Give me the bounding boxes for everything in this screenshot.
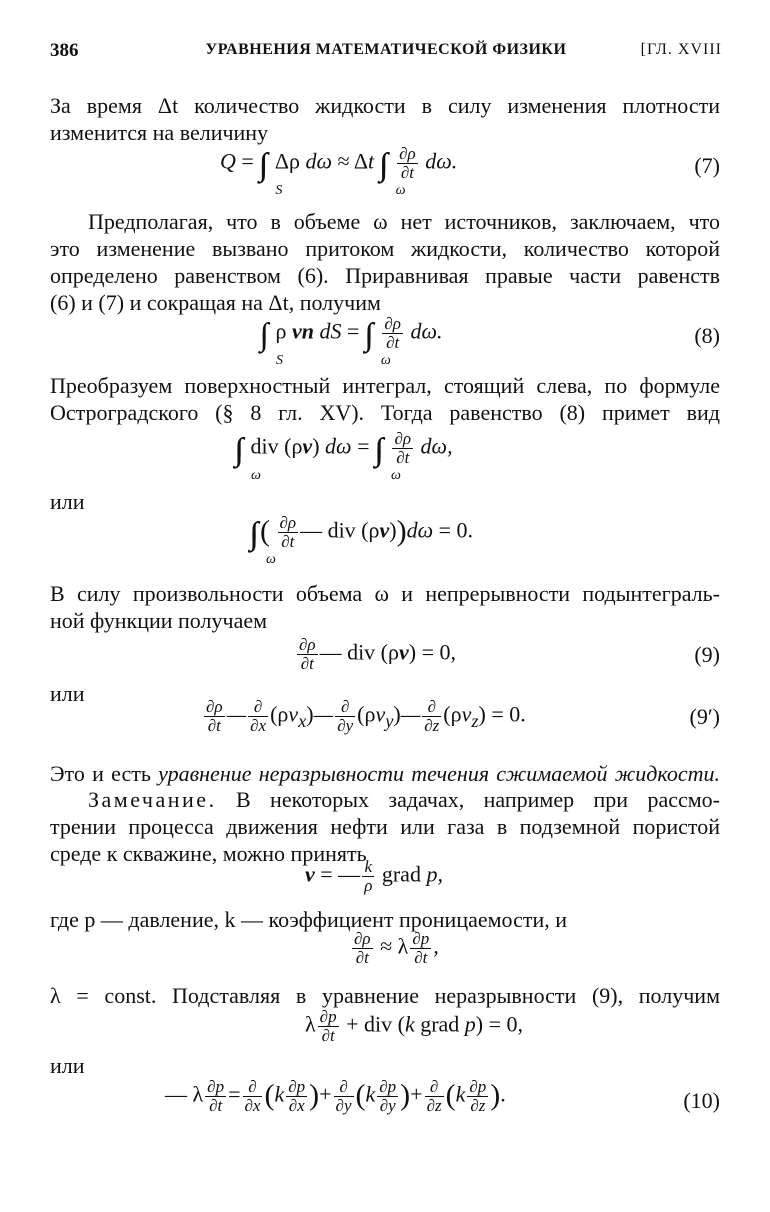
emphasis-text: уравнение неразрывности течения сжимаемой жидкости. <box>158 761 720 786</box>
equation-lambda: λ $\frac{\partial p}{\partial t}$ + div (k grad p) = 0, <box>305 1007 524 1045</box>
equation-number: (8) <box>694 323 720 348</box>
equation-approx: $\frac{\partial\rho}{\partial t}$ ≈ λ $\frac{\partial p}{\partial t}$ , <box>354 929 439 967</box>
equation-number: (10) <box>683 1088 720 1113</box>
text-run: В некоторых задачах, например при рассмо- <box>216 787 720 812</box>
text-run: Это и есть <box>50 761 159 786</box>
equation-number: (7) <box>694 153 720 178</box>
text-line: определено равенством (6). Приравнивая правые части равенств <box>50 263 720 288</box>
equation-9-prime: $\frac{\partial\rho}{\partial t}$ — $\frac{\partial}{\partial x}$ $(\rho v_x)—$ $\frac{\partial}{\partial y}$ $(\rho v_y)—$ $\frac{\partial}{\partial z}$ $(\rho v_z) = 0$. (9′) <box>206 697 720 735</box>
equation-number: (9) <box>694 642 720 667</box>
text-line: Преобразуем поверхностный интеграл, стоящий слева, по формуле <box>50 373 720 398</box>
text-line: где p — давление, k — коэффициент проницаемости, и <box>50 907 568 932</box>
or-3 <box>50 1052 720 1079</box>
paragraph-8 <box>50 982 720 1009</box>
running-header <box>50 40 722 70</box>
text-line: (6) и (7) и сокращая на Δt, получим <box>50 290 381 315</box>
paragraph-7 <box>50 906 720 933</box>
equation-9: $\frac{\partial\rho}{\partial t}$ — div (ρv) = 0, (9) <box>299 635 720 673</box>
text-line: или <box>50 1053 85 1078</box>
or-1 <box>50 488 720 515</box>
page-number: 386 <box>50 40 79 61</box>
text-line: За время Δt количество жидкости в силу изменения плотности <box>50 93 720 118</box>
running-title: УРАВНЕНИЯ МАТЕМАТИЧЕСКОЙ ФИЗИКИ <box>205 41 567 58</box>
text-line: или <box>50 681 85 706</box>
paragraph-1 <box>50 92 720 146</box>
text-line: или <box>50 489 85 514</box>
text-line: это изменение вызвано притоком жидкости, количество которой <box>50 236 720 261</box>
equation-divergence: ω div (ρv) dω = ω $\frac{\partial\rho}{\partial t}$ dω, <box>250 429 453 483</box>
equation-integral-zero: ω ( $\frac{\partial\rho}{\partial t}$ — div (ρv))dω = 0. <box>260 513 474 567</box>
text-line: среде к скважине, можно принять <box>50 841 367 866</box>
remark-label: Замечание. <box>88 787 217 812</box>
equation-number: (9′) <box>689 704 720 729</box>
equation-velocity: v = — $\frac{k}{\rho}$ grad p, <box>305 857 443 895</box>
paragraph-3 <box>50 372 720 426</box>
text-line: Остроградского (§ 8 гл. XV). Тогда равенство (8) примет вид <box>50 400 720 425</box>
text-line: ной функции получаем <box>50 608 268 633</box>
text-line: трении процесса движения нефти или газа в подземной пористой <box>50 814 720 839</box>
text-line: В силу произвольности объема ω и непрерывности подынтеграль- <box>50 581 720 606</box>
paragraph-4 <box>50 580 720 634</box>
text-line: Предполагая, что в объеме ω нет источников, заключаем, что <box>88 209 720 234</box>
equation-8: S ρ vn dS = ω $\frac{\partial\rho}{\partial t}$ dω. (8) <box>275 314 720 368</box>
paragraph-2 <box>50 208 720 316</box>
equation-7: Q = S Δρ dω ≈ Δt ω $\frac{\partial\rho}{\partial t}$ dω. (7) <box>220 144 720 198</box>
chapter-label: [ГЛ. XVIII <box>640 41 722 58</box>
paragraph-6 <box>50 786 720 867</box>
text-line: изменится на величину <box>50 120 269 145</box>
paragraph-5 <box>50 760 720 787</box>
text-line: λ = const. Подставляя в уравнение неразрывности (9), получим <box>50 983 720 1008</box>
equation-10: — λ $\frac{\partial p}{\partial t}$ = $\frac{\partial}{\partial x}$ (k $\frac{\partial p}{\partial x}$ )+ $\frac{\partial}{\partial y}$ (k $\frac{\partial p}{\partial y}$ )+ $\frac{\partial}{\partial z}$ (k $\frac{\partial p}{\partial z}$ ). (10) <box>165 1077 720 1115</box>
